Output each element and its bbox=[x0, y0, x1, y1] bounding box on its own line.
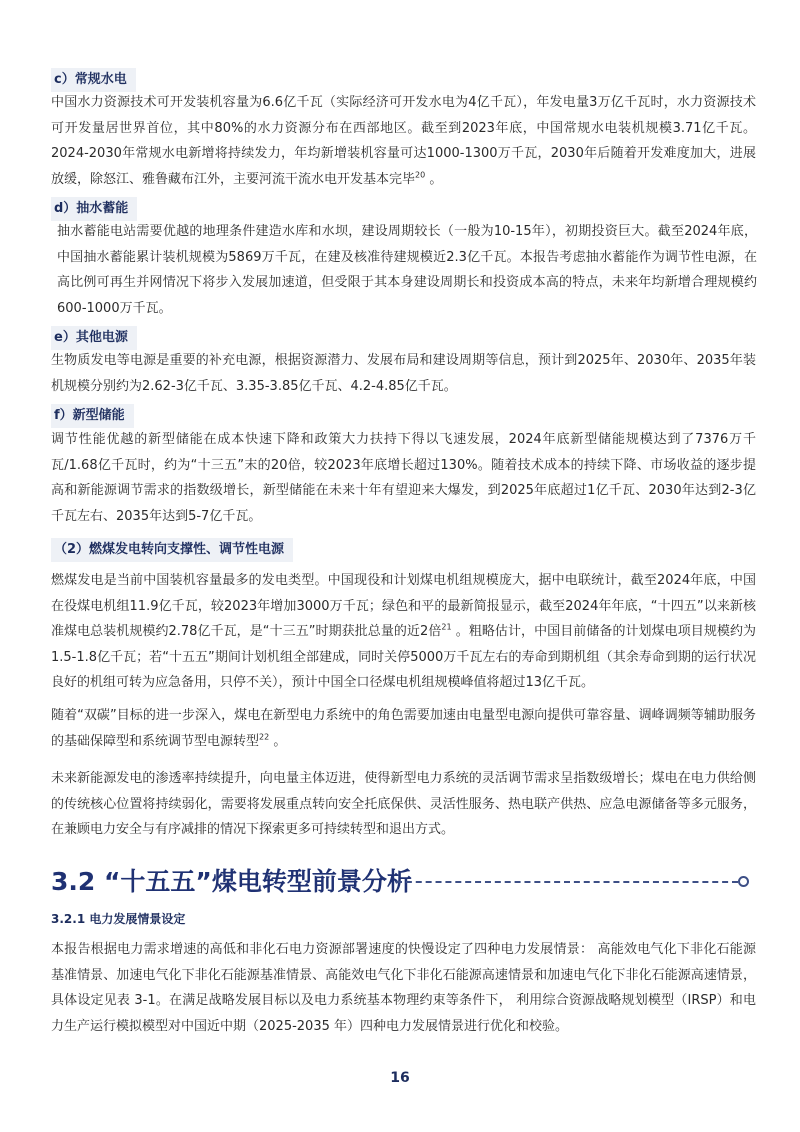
section-2-p2-text-a: 随着“双碳”目标的进一步深入，煤电在新型电力系统中的角色需要加速由电量型电源向提供可靠容量、调峰调频等辅助服务的基础保障型和系统调节型电源转型 bbox=[51, 708, 756, 749]
section-e-heading: e）其他电源 bbox=[51, 326, 137, 350]
title-dashed-rule bbox=[396, 881, 738, 883]
footnote-ref-20: 20 bbox=[415, 170, 426, 180]
section-d-body: 抽水蓄能电站需要优越的地理条件建造水库和水坝，建设周期较长（一般为10-15年），初期投资巨大。截至2024年底，中国抽水蓄能累计装机规模为5869万千瓦，在建及核准待建规模近2.3亿千瓦。本报告考虑抽水蓄能作为调节性电源，在高比例可再生并网情况下将步入发展加速道，但受限于其本身建设周期长和投资成本高的特点，未来年均新增合理规模约600-1000万千瓦。 bbox=[57, 224, 757, 316]
section-2-p1-text-b: 。粗略估计，中国目前储备的计划煤电项目规模约为1.5-1.8亿千瓦；若“十五五”期间计划机组全部建成，同时关停5000万千瓦左右的寿命到期机组（其余寿命到期的运行状况良好的机组可转为应急备用，只停不关），预计中国全口径煤电机组规模峰值将超过13亿千瓦。 bbox=[51, 624, 757, 691]
section-c-body bbox=[51, 90, 756, 192]
section-2-p1-text-a: 燃煤发电是当前中国装机容量最多的发电类型。中国现役和计划煤电机组规模庞大，据中电联统计，截至2024年底，中国在役煤电机组11.9亿千瓦，较2023年增加3000万千瓦；绿色和平的最新简报显示，截至2024年年底，“十四五”以来新核准煤电总装机规模约2.78亿千瓦，是“十三五”时期获批总量的近2倍 bbox=[51, 573, 756, 640]
section-c-heading: c）常规水电 bbox=[51, 68, 136, 92]
section-c-tail: 。 bbox=[425, 171, 443, 187]
section-f-body: 调节性能优越的新型储能在成本快速下降和政策大力扶持下得以飞速发展，2024年底新型储能规模达到了7376万千瓦/1.68亿千瓦时，约为“十三五”末的20倍，较2023年底增长超过130%。随着技术成本的持续下降、市场收益的逐步提高和新能源调节需求的指数级增长，新型储能在未来十年有望迎来大爆发，到2025年底超过1亿千瓦、2030年达到2-3亿千瓦左右、2035年达到5-7亿千瓦。 bbox=[51, 432, 756, 524]
section-d-heading: d）抽水蓄能 bbox=[51, 197, 137, 221]
section-e-body: 生物质发电等电源是重要的补充电源，根据资源潜力、发展布局和建设周期等信息，预计到2025年、2030年、2035年装机规模分别约为2.62-3亿千瓦、3.35-3.85亿千瓦、4.2-4.85亿千瓦。 bbox=[51, 353, 756, 394]
section-3-2-title: 3.2 “十五五”煤电转型前景分析 bbox=[51, 867, 412, 896]
page-number: 16 bbox=[390, 1070, 410, 1086]
footnote-ref-21: 21 bbox=[441, 622, 452, 632]
title-rule-end-circle bbox=[738, 876, 749, 887]
section-2-paragraph-1 bbox=[51, 568, 756, 696]
section-3-2-1-body: 本报告根据电力需求增速的高低和非化石电力资源部署速度的快慢设定了四种电力发展情景： 高能效电气化下非化石能源基准情景、加速电气化下非化石能源基准情景、高能效电气化下非化石能源高速情景和加速电气化下非化石能源高速情景，具体设定见表 3-1。在满足战略发展目标以及电力系统基本物理约束等条件下， 利用综合资源战略规划模型（IRSP）和电力生产运行模拟模型对中国近中期（2025-2035 年）四种电力发展情景进行优化和校验。 bbox=[51, 942, 756, 1034]
section-f-heading: f）新型储能 bbox=[51, 404, 134, 428]
section-2-paragraph-2 bbox=[51, 703, 756, 754]
footnote-ref-22: 22 bbox=[259, 732, 270, 742]
section-2-paragraph-3: 未来新能源发电的渗透率持续提升，向电量主体迈进，使得新型电力系统的灵活调节需求呈指数级增长；煤电在电力供给侧的传统核心位置将持续弱化，需要将发展重点转向安全托底保供、灵活性服务、热电联产供热、应急电源储备等多元服务，在兼顾电力安全与有序减排的情况下探索更多可持续转型和退出方式。 bbox=[51, 771, 756, 838]
section-2-p2-text-b: 。 bbox=[269, 733, 287, 749]
section-3-2-1-title: 3.2.1 电力发展情景设定 bbox=[51, 912, 186, 926]
section-c-text: 中国水力资源技术可开发装机容量为6.6亿千瓦（实际经济可开发水电为4亿千瓦），年发电量3万亿千瓦时，水力资源技术可开发量居世界首位，其中80%的水力资源分布在西部地区。截至到2023年底，中国常规水电装机规模3.71亿千瓦。2024-2030年常规水电新增将持续发力，年均新增装机容量可达1000-1300万千瓦，2030年后随着开发难度加大，进展放缓，除怒江、雅鲁藏布江外，主要河流干流水电开发基本完毕 bbox=[51, 95, 756, 187]
section-2-heading: （2）燃煤发电转向支撑性、调节性电源 bbox=[51, 538, 293, 562]
